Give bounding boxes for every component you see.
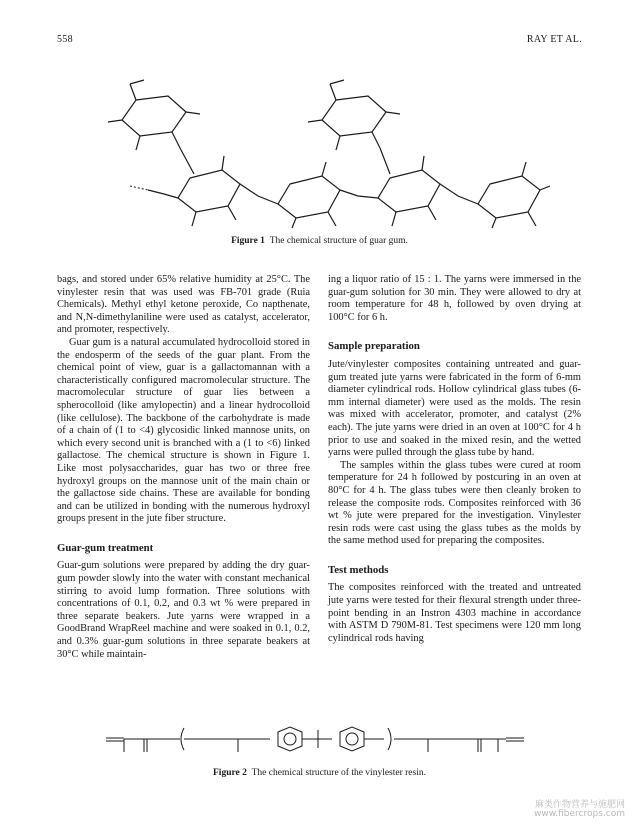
right-paragraph-1: ing a liquor ratio of 15 : 1. The yarns were immersed in the guar-gum solution for 30 min. They were allowed to dry at room temperature for 48 h, followed by oven drying at 100°C for 6 h. [328,274,581,323]
figure2-caption-text: The chemical structure of the vinylester resin. [251,768,426,778]
phenylene-ring-2 [340,727,364,751]
galactose-ring-right [322,96,386,136]
mannose-ring-2 [278,176,340,218]
right-paragraph-4: The composites reinforced with the treated and untreated jute yarns were tested for their flexural strength under three-point bending in an Instron 4303 machine in accordance with ASTM D 790M-81. Test specimens were 120 mm long cylindrical rods having [328,582,581,644]
right-column [328,274,581,645]
mannose-ring-3 [378,170,440,212]
figure1-caption-text: The chemical structure of guar gum. [269,236,408,246]
section-heading-test-methods: Test methods [328,563,389,576]
left-paragraph-3: Guar-gum solutions were prepared by adding the dry guar-gum powder slowly into the water with constant mechanical stirring to avoid lump formation. Three solutions with concentrations of 0.1, 0.2, and 0.3 wt % were prepared in three separate beakers. Jute yarns were wrapped in a GoodBrand WrapReel machine and were soaked in 0.1, 0.2, and 0.3% guar-gum solutions in three separate beakers at 30°C while maintain- [57,560,310,660]
left-paragraph-1: bags, and stored under 65% relative humidity at 25°C. The vinylester resin that was used was FB-701 grade (Ruia Chemicals). Methyl ethyl ketone peroxide, Co napthenate, and N,N-dimethylaniline were used as catalyst, accelerator, and promoter, respectively. [57,274,310,336]
right-paragraph-2: Jute/vinylester composites containing untreated and guar-gum treated jute yarns were fabricated in the form of 6-mm diameter cylindrical rods. Hollow cylindrical glass tubes (6-mm internal diameter) were used as the molds. The resin was mixed with accelerator, promoter, and catalyst (2% each). The jute yarns were dried in an oven at 100°C for 4 h prior to use and soaked in the mixed resin, and the wetted yarns were pulled through the glass tube by hand. [328,358,581,459]
left-paragraph-2: Guar gum is a natural accumulated hydrocolloid stored in the endosperm of the seeds of the guar plant. From the chemical point of view, guar is a gallactomannan with a characteristically configured macromolecular structure. The macromolecular structure of guar lies between a spherocolloid (like amylopectin) and a linear hydrocolloid (like cellulose). The backbone of the carbohydrate is made of a chain of (1 to <4) glycosidic linked mannose units, on which every second unit is branched with a (1 to <6) linked gallactose. The chemical structure is shown in Figure 1. Like most polysaccharides, guar has two or three free hydroxyl groups on the mannose unit of the main chain or the gallactose side chains. These are available for bonding and can be utilized in bonding with the numerous hydroxyl groups present in the jute fiber structure. [57,336,310,525]
section-heading-guar-gum-treatment: Guar-gum treatment [57,541,154,554]
left-column [57,274,310,661]
figure2-label: Figure 2 [213,768,247,778]
section-heading-sample-preparation: Sample preparation [328,340,420,353]
figure1-label: Figure 1 [231,236,265,246]
watermark-chinese: 麻类作物营养与施肥网 [534,800,625,810]
right-paragraph-3: The samples within the glass tubes were cured at room temperature for 24 h followed by postcuring in an oven at 80°C for 4 h. The glass tubes were then cleanly broken to release the composite rods. Composites reinforced with 36 wt % jute were prepared for the investigation. Vinylester resin rods were cast using the glass tubes as the molds by the same method used for preparing the composites. [328,459,581,547]
mannose-ring-1 [178,170,240,212]
figure1-caption [0,236,639,246]
guar-gum-structure-figure [90,78,550,230]
vinylester-structure-figure [100,718,540,766]
figure2-caption [0,768,639,778]
phenylene-ring-1 [278,727,302,751]
running-header-authors: RAY ET AL. [526,34,582,45]
galactose-ring-left [122,96,186,136]
mannose-ring-4 [478,176,540,218]
page-number: 558 [57,34,73,45]
watermark-url: www.fibercrops.com [534,809,625,819]
